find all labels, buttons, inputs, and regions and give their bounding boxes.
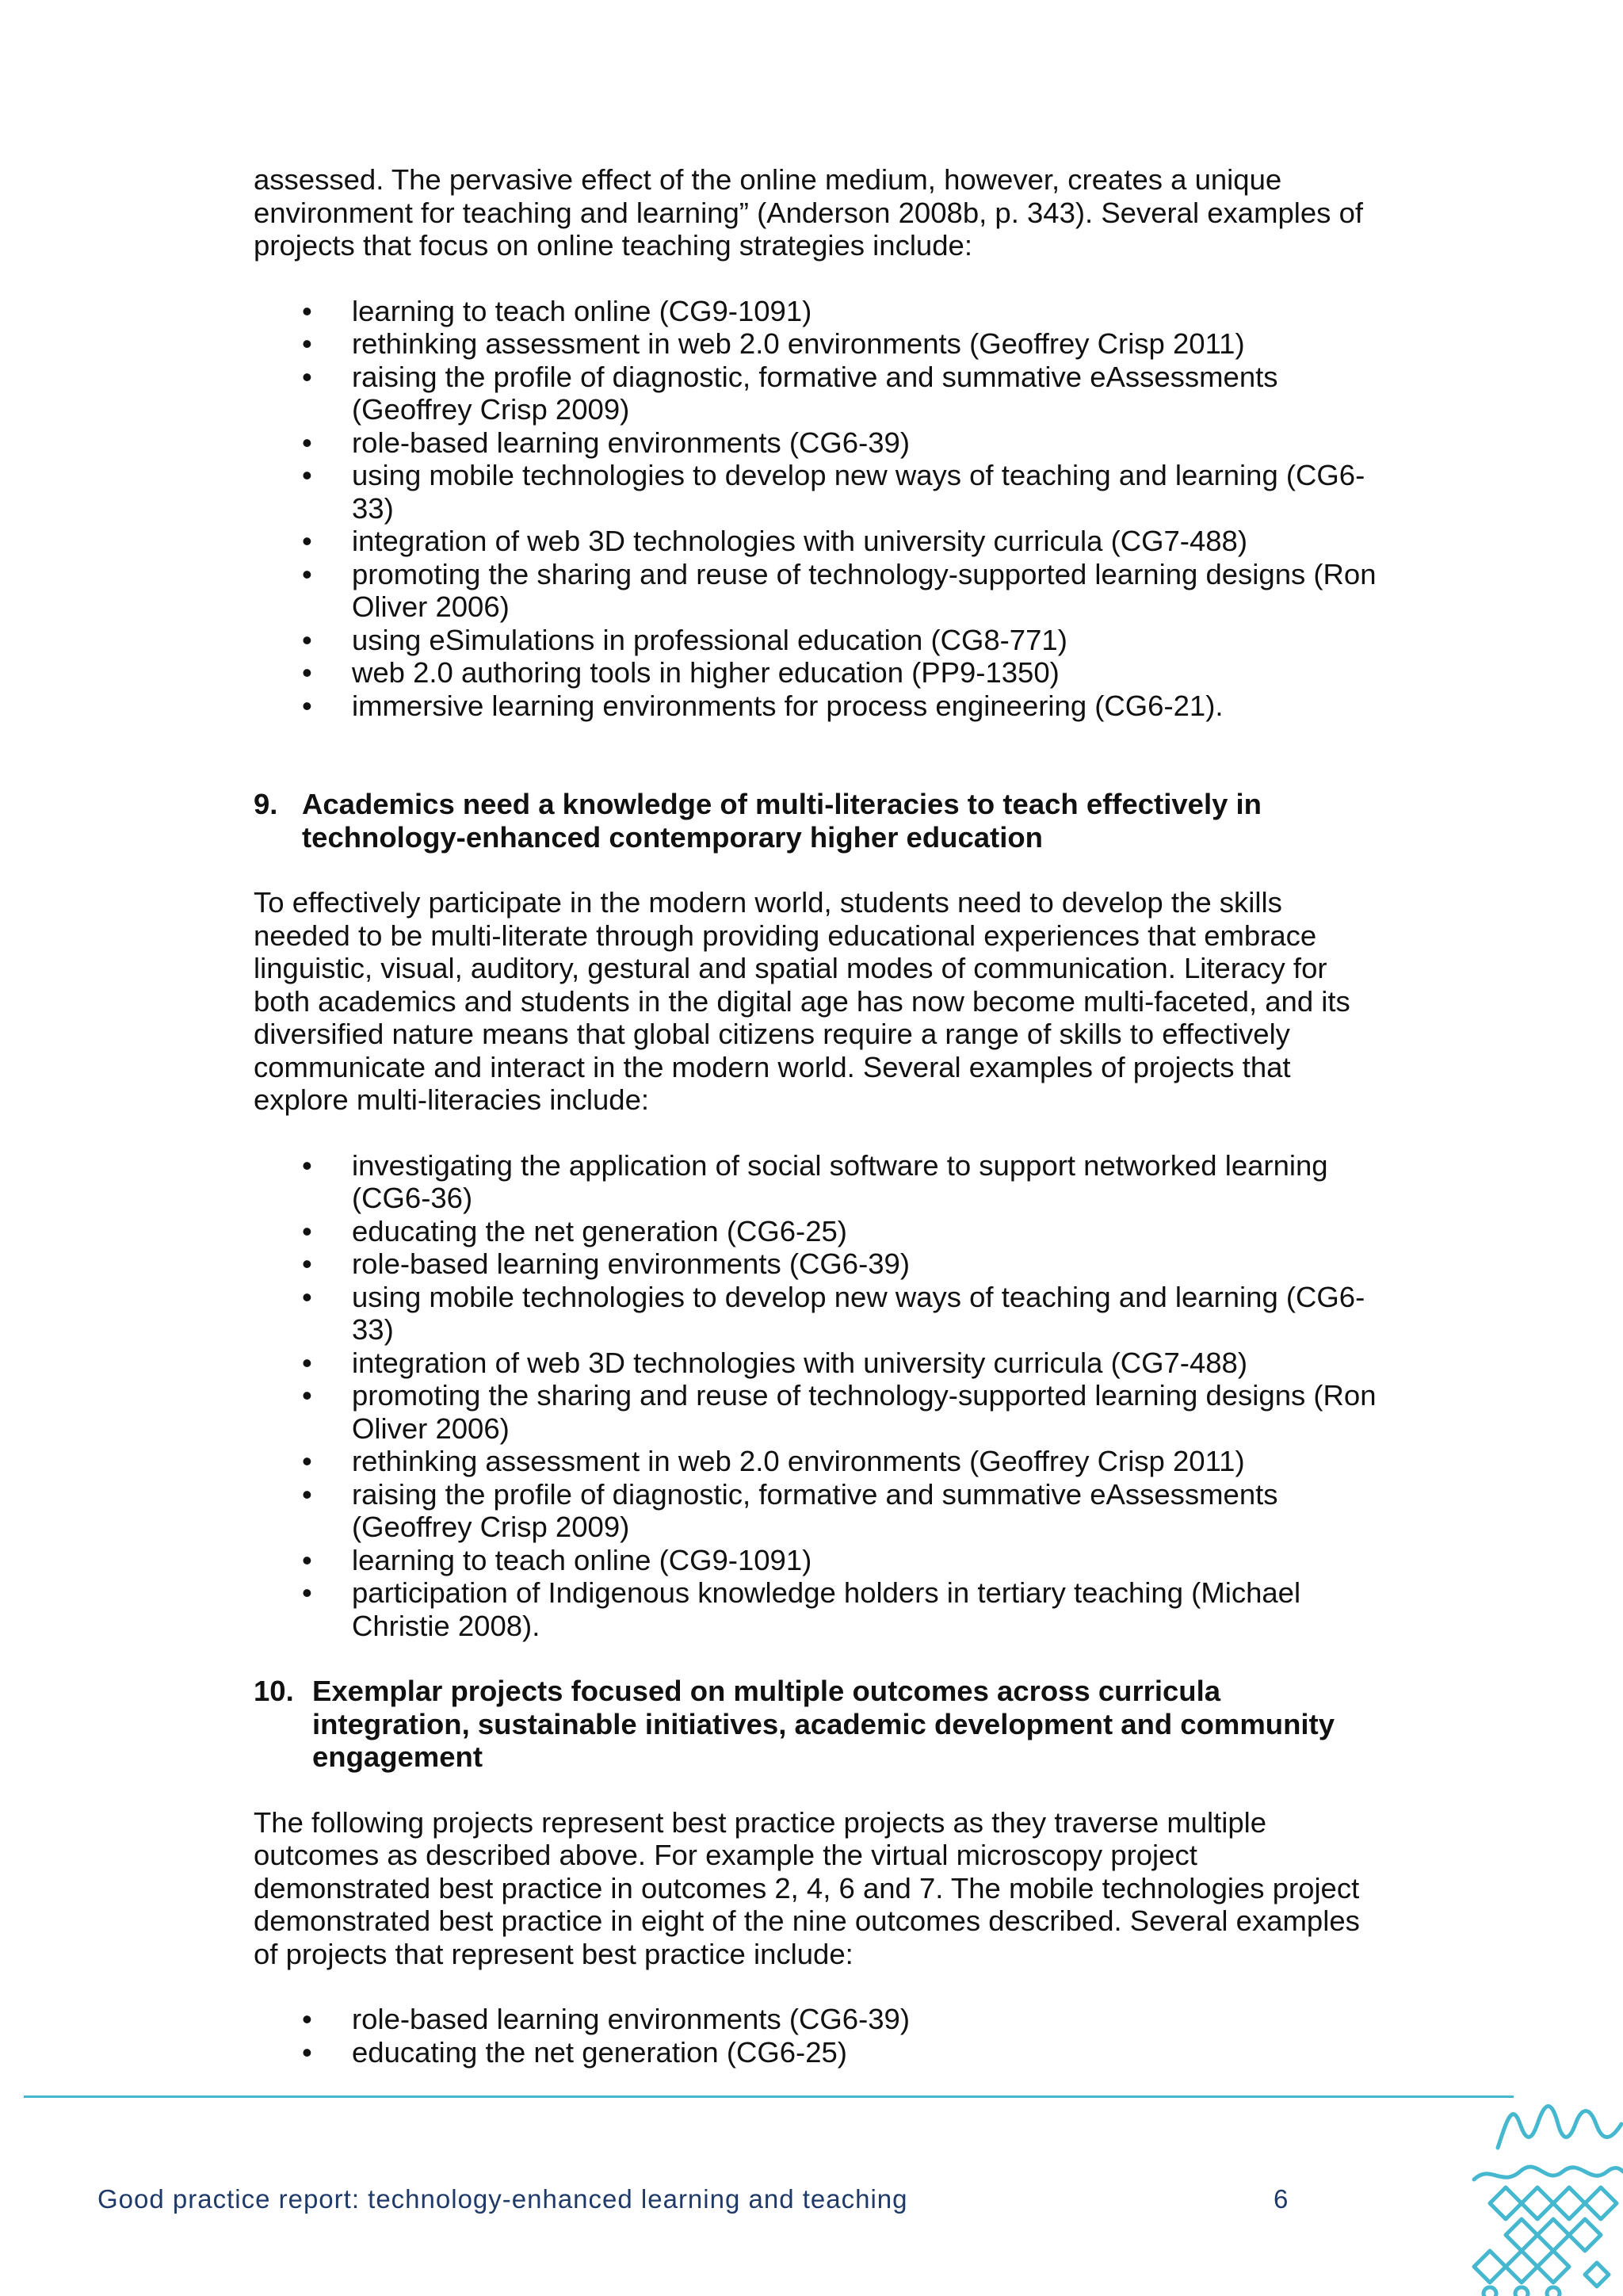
- section-title: Academics need a knowledge of multi-literacies to teach effectively in technology-enhanced contemporary higher education: [302, 788, 1262, 854]
- list-item: • investigating the application of social software to support networked learning (CG6-36): [352, 1149, 1379, 1215]
- list-item: • role-based learning environments (CG6-39): [352, 426, 1379, 460]
- list-item: • learning to teach online (CG9-1091): [352, 295, 1379, 328]
- list-item: • learning to teach online (CG9-1091): [352, 1544, 1379, 1577]
- list-item: • participation of Indigenous knowledge holders in tertiary teaching (Michael Christie 2008).: [352, 1576, 1379, 1642]
- section-10-list: [254, 2003, 1379, 2069]
- section-10-heading: [254, 1675, 1379, 1774]
- page-body: [254, 163, 1379, 2069]
- list-item: • using eSimulations in professional education (CG8-771): [352, 624, 1379, 657]
- wave-diamond-logo-icon: [1426, 2092, 1623, 2296]
- list-item: • promoting the sharing and reuse of technology-supported learning designs (Ron Oliver 2006): [352, 1379, 1379, 1445]
- list-item: • raising the profile of diagnostic, formative and summative eAssessments (Geoffrey Crisp 2009): [352, 1478, 1379, 1544]
- list-item: • immersive learning environments for process engineering (CG6-21).: [352, 690, 1379, 723]
- section-10-paragraph: The following projects represent best practice projects as they traverse multiple outcomes as described above. For example the virtual microscopy project demonstrated best practice in outcomes 2, 4, 6 and 7. The mobile technologies project demonstrated best practice in eight of the nine outcomes described. Several examples of projects that represent best practice include:: [254, 1805, 1360, 1970]
- page-number: 6: [1274, 2184, 1289, 2214]
- list-item: • web 2.0 authoring tools in higher education (PP9-1350): [352, 656, 1379, 690]
- list-item: • integration of web 3D technologies with university curricula (CG7-488): [352, 1347, 1379, 1380]
- list-item: • rethinking assessment in web 2.0 environments (Geoffrey Crisp 2011): [352, 1445, 1379, 1478]
- footer-title: Good practice report: technology-enhanced learning and teaching: [97, 2184, 908, 2214]
- list-item: • promoting the sharing and reuse of technology-supported learning designs (Ron Oliver 2006): [352, 558, 1379, 624]
- section-number: 10.: [254, 1675, 294, 1707]
- list-item: • educating the net generation (CG6-25): [352, 2036, 1379, 2069]
- section-9-heading: [254, 788, 1379, 854]
- section-9-list: [254, 1149, 1379, 1643]
- footer-divider: [24, 2095, 1514, 2098]
- intro-list: [254, 295, 1379, 723]
- section-title: Exemplar projects focused on multiple outcomes across curricula integration, sustainable initiatives, academic development and community engagement: [312, 1675, 1335, 1773]
- section-9-paragraph: To effectively participate in the modern world, students need to develop the skills needed to be multi-literate through providing educational experiences that embrace linguistic, visual, auditory, gestural and spatial modes of communication. Literacy for both academics and students in the digital age has now become multi-faceted, and its diversified nature means that global citizens require a range of skills to effectively communicate and interact in the modern world. Several examples of projects that explore multi-literacies include:: [254, 886, 1350, 1116]
- list-item: • role-based learning environments (CG6-39): [352, 2003, 1379, 2036]
- section-number: 9.: [254, 788, 278, 820]
- list-item: • integration of web 3D technologies with university curricula (CG7-488): [352, 525, 1379, 558]
- intro-paragraph: assessed. The pervasive effect of the online medium, however, creates a unique environment for teaching and learning” (Anderson 2008b, p. 343). Several examples of projects that focus on online teaching strategies include:: [254, 163, 1364, 262]
- list-item: • rethinking assessment in web 2.0 environments (Geoffrey Crisp 2011): [352, 327, 1379, 361]
- list-item: • raising the profile of diagnostic, formative and summative eAssessments (Geoffrey Crisp 2009): [352, 361, 1379, 426]
- list-item: • educating the net generation (CG6-25): [352, 1215, 1379, 1248]
- list-item: • using mobile technologies to develop new ways of teaching and learning (CG6-33): [352, 459, 1379, 525]
- list-item: • using mobile technologies to develop new ways of teaching and learning (CG6-33): [352, 1281, 1379, 1347]
- list-item: • role-based learning environments (CG6-39): [352, 1247, 1379, 1281]
